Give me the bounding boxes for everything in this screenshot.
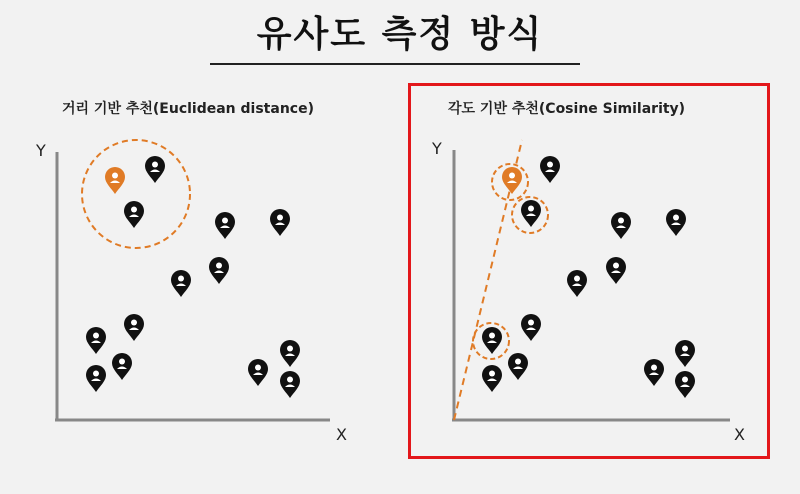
- user-pin: [112, 353, 132, 380]
- user-pin: [280, 340, 300, 367]
- right-pins: [482, 156, 695, 398]
- user-pin: [209, 257, 229, 284]
- user-pin: [86, 327, 106, 354]
- right-axes: [431, 139, 745, 444]
- user-pin: [124, 201, 144, 228]
- user-pin: [567, 270, 587, 297]
- user-pin: [248, 359, 268, 386]
- user-pin: [280, 371, 300, 398]
- user-pin: [124, 314, 144, 341]
- user-pin: [644, 359, 664, 386]
- user-pin: [145, 156, 165, 183]
- left-axes: [35, 141, 347, 444]
- left-neighborhood-circle: [82, 140, 190, 248]
- user-pin: [86, 365, 106, 392]
- user-pin: [482, 365, 502, 392]
- target-user-pin-left: [105, 167, 125, 194]
- right-x-label: X: [734, 425, 745, 444]
- user-pin: [675, 340, 695, 367]
- user-pin: [540, 156, 560, 183]
- left-x-label: X: [336, 425, 347, 444]
- user-pin: [611, 212, 631, 239]
- user-pin: [666, 209, 686, 236]
- right-y-label: Y: [432, 139, 442, 158]
- user-pin: [171, 270, 191, 297]
- page-title: 유사도 측정 방식: [256, 14, 544, 55]
- user-pin: [521, 314, 541, 341]
- user-pin: [675, 371, 695, 398]
- user-pin: [482, 327, 502, 354]
- user-pin: [606, 257, 626, 284]
- left-panel-title: 거리 기반 추천(Euclidean distance): [62, 101, 314, 117]
- target-user-pin-right: [502, 167, 522, 194]
- user-pin: [270, 209, 290, 236]
- left-pins: [86, 156, 300, 398]
- user-pin: [508, 353, 528, 380]
- user-pin: [215, 212, 235, 239]
- user-pin: [521, 200, 541, 227]
- left-y-label: Y: [36, 141, 46, 160]
- right-panel-title: 각도 기반 추천(Cosine Similarity): [448, 101, 686, 117]
